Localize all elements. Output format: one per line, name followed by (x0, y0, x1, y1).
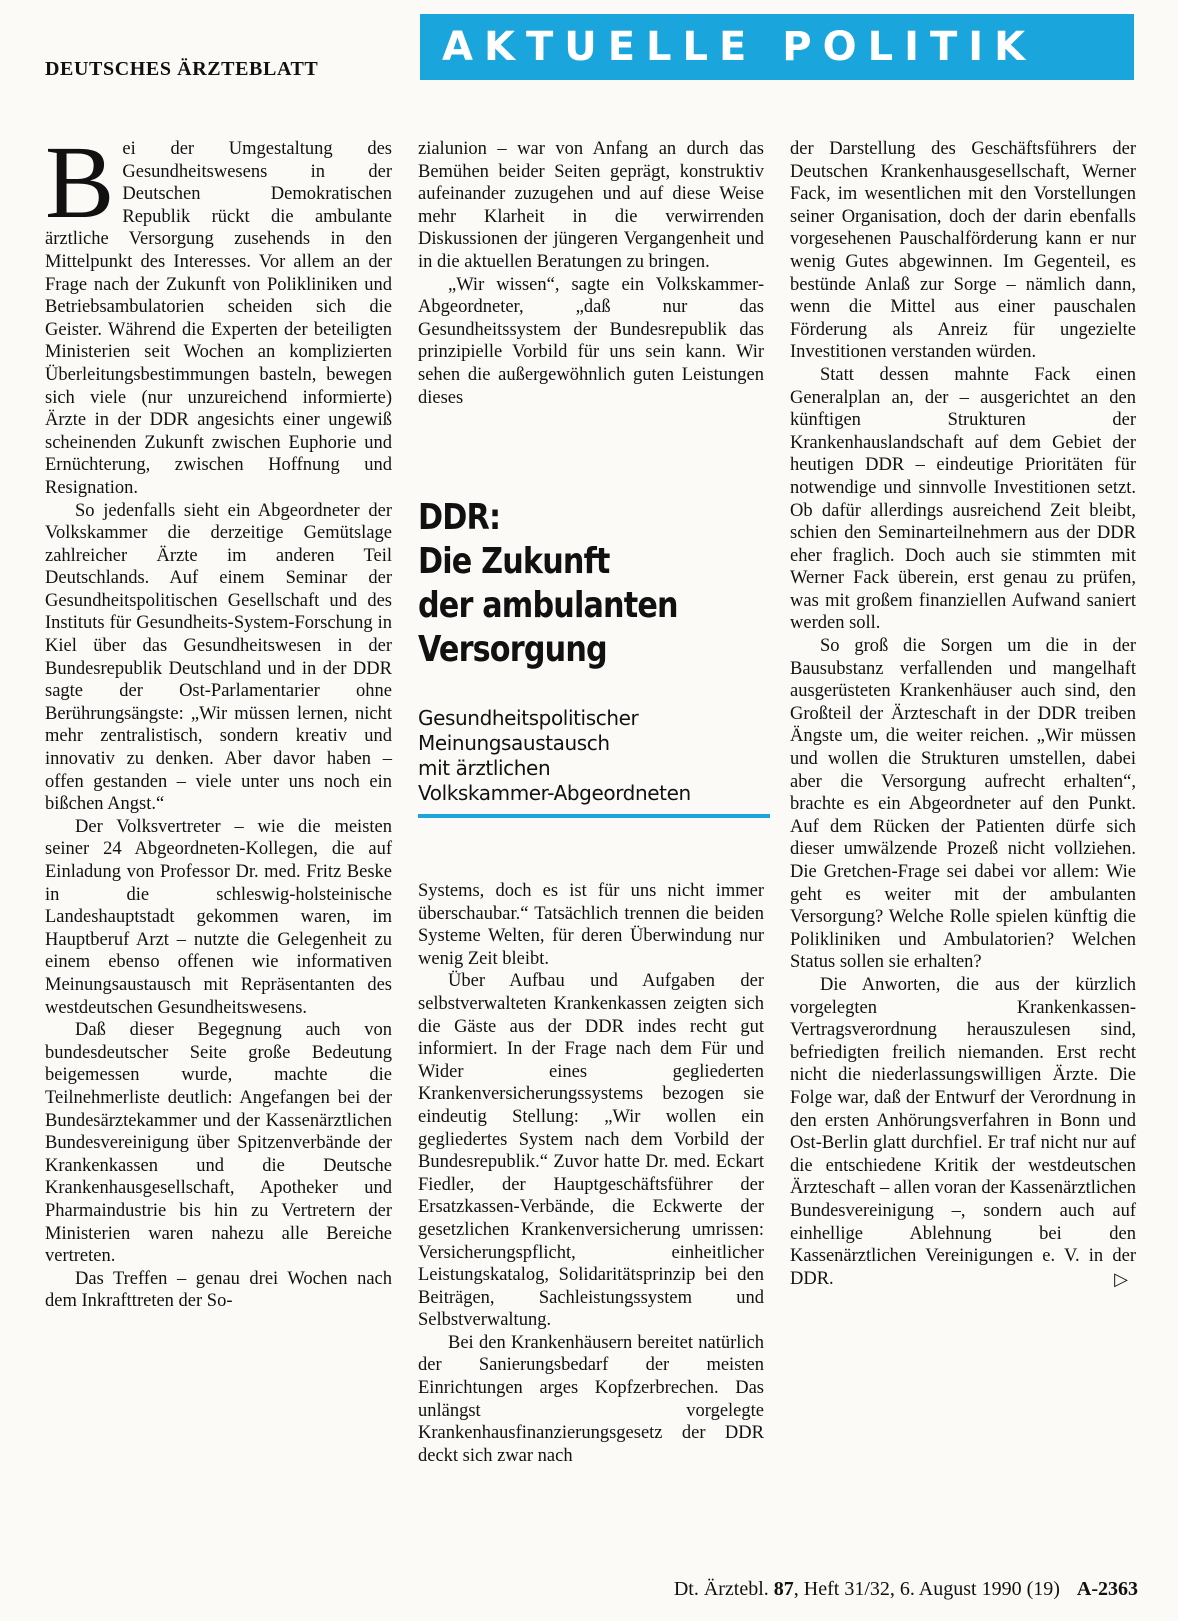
subheadline-line: Meinungsaustausch (418, 731, 610, 755)
citation-volume: 87 (773, 1578, 794, 1600)
column-2-bottom (418, 880, 764, 1467)
paragraph: Bei den Krankenhäusern bereitet natürlich der Sanierungsbedarf der meisten Einrichtungen arges Kopfzerbrechen. Das unlängst vorgelegte Krankenhausfinanzierungsgesetz der DDR deckt sich zwar nach (418, 1332, 764, 1466)
article-headline (418, 496, 709, 672)
headline-line: Versorgung (418, 629, 607, 670)
paragraph-text: Die Anworten, die aus der kürzlich vorgelegten Krankenkassen-Vertragsverordnung herauszulesen sind, befriedigten freilich niemanden. Erst recht nicht die niederlassungswilligen Ärzte. Die Folge war, daß der Entwurf der Verordnung in den ersten Anhörungsverfahren in Bonn und Ost-Berlin glatt durchfiel. Er traf nicht nur auf die entschiedene Kritik der westdeutschen Ärzteschaft – allen voran der Kassenärztlichen Bundesvereinigung –, sondern auch auf einhellige Ablehnung bei den Kassenärztlichen Vereinigungen e. V. in der DDR. (790, 974, 1136, 1289)
paragraph: „Wir wissen“, sagte ein Volkskammer-Abgeordneter, „daß nur das Gesundheitssystem der Bundesrepublik das prinzipielle Vorbild für uns sein kann. Wir sehen die außergewöhnlich guten Leistungen dieses (418, 274, 764, 408)
continue-arrow-icon: ▷ (1114, 1268, 1128, 1289)
section-banner: AKTUELLE POLITIK (420, 14, 1134, 80)
paragraph: Der Volksvertreter – wie die meisten seiner 24 Abgeordneten-Kollegen, die auf Einladung von Professor Dr. med. Fritz Beske in die schleswig-holsteinische Landeshauptstadt gekommen waren, im Hauptberuf Arzt – nutzte die Gelegenheit zu einem ebenso offenen wie informativen Meinungsaustausch mit Repräsentanten des westdeutschen Gesundheitswesens. (45, 816, 392, 1018)
paragraph: Das Treffen – genau drei Wochen nach dem Inkrafttreten der So- (45, 1268, 392, 1312)
paragraph: zialunion – war von Anfang an durch das Bemühen beider Seiten geprägt, konstruktiv aufeinander zuzugehen und auf diese Weise mehr Klarheit in die verwirrenden Diskussionen der jüngeren Vergangenheit und in die aktuellen Beratungen zu bringen. (418, 139, 764, 272)
paragraph-text: ei der Umgestaltung des Gesundheitswesens in der Deutschen Demokratischen Republik rückt die ambulante ärztliche Versorgung zusehends in den Mittelpunkt des Interesses. Vor allem an der Frage nach der Zukunft von Polikliniken und Betriebsambulatorien scheiden sich die Geister. Während die Experten der beteiligten Ministerien seit Wochen an komplizierten Überleitungsbestimmungen basteln, bewegen sich viele (nur unzureichend informierte) Ärzte in der DDR angesichts einer ungewiß scheinenden Zukunft zwischen Euphorie und Ernüchterung, zwischen Hoffnung und Resignation. (45, 139, 392, 498)
citation-prefix: Dt. Ärztebl. (673, 1578, 769, 1600)
paragraph: So jedenfalls sieht ein Abgeordneter der Volkskammer die derzeitige Gemütslage zahlreicher Ärzte im anderen Teil Deutschlands. Auf einem Seminar der Gesundheitspolitischen Gesellschaft und des Instituts für Gesundheits-System-Forschung in Kiel über das Gesundheitswesen in der Bundesrepublik Deutschland und in der DDR sagte der Ost-Parlamentarier ohne Berührungsängste: „Wir müssen lernen, nicht mehr zentralistisch, sondern kreativ und innovativ zu denken. Aber davor haben – offen gestanden – viele unter uns noch ein bißchen Angst.“ (45, 500, 392, 815)
paragraph: Systems, doch es ist für uns nicht immer überschaubar.“ Tatsächlich trennen die beiden Systeme Welten, für deren Überwindung nur wenig Zeit bleibt. (418, 881, 764, 969)
page-number: A-2363 (1076, 1578, 1138, 1600)
paragraph: Daß dieser Begegnung auch von bundesdeutscher Seite große Bedeutung beigemessen wurde, machte die Teilnehmerliste deutlich: Angefangen bei der Bundesärztekammer und der Kassenärztlichen Bundesvereinigung über Spitzenverbände der Krankenkassen und die Deutsche Krankenhausgesellschaft, Apotheker und Pharmaindustrie bis hin zu Vertretern der Ministerien waren nahezu alle Bereiche vertreten. (45, 1020, 392, 1267)
paragraph (45, 125, 392, 500)
drop-cap: B (45, 125, 115, 240)
article-subheadline (418, 706, 764, 806)
headline-line: der ambulanten (418, 585, 678, 626)
page-footer (674, 1578, 1138, 1601)
paragraph: Über Aufbau und Aufgaben der selbstverwalteten Krankenkassen zeigten sich die Gäste aus der DDR indes recht gut informiert. In der Frage nach dem Für und Wider eines gegliederten Krankenversicherungssystems bezogen sie eindeutig Stellung: „Wir wollen ein gegliedertes System nach dem Vorbild der Bundesrepublik.“ Zuvor hatte Dr. med. Eckart Fiedler, der Hauptgeschäftsführer der Ersatzkassen-Verbände, die Eckwerte der gesetzlichen Krankenversicherung umrissen: Versicherungspflicht, einheitlicher Leistungskatalog, Solidaritätsprinzip bei den Beiträgen, Sachleistungssystem und Selbstverwaltung. (418, 971, 764, 1331)
column-3 (790, 138, 1136, 1290)
paragraph (790, 974, 1136, 1290)
headline-line: Die Zukunft (418, 541, 610, 582)
headline-line: DDR: (418, 497, 501, 538)
paragraph: Statt dessen mahnte Fack einen Generalplan an, der – ausgerichtet an den künftigen Strukturen der Krankenhauslandschaft auf dem Gebiet der heutigen DDR – eindeutige Prioritäten für notwendige und sinnvolle Investitionen setzt. Ob dafür allerdings ausreichend Zeit bleibt, schien den Seminarteilnehmern aus der DDR eher fraglich. Doch auch sie stimmten mit Werner Fack überein, erst genau zu prüfen, was mit großem finanziellen Aufwand saniert werden soll. (790, 364, 1136, 634)
publication-name: DEUTSCHES ÄRZTEBLATT (45, 58, 319, 80)
headline-rule (418, 814, 770, 818)
citation-rest: , Heft 31/32, 6. August 1990 (19) (793, 1578, 1060, 1600)
column-2-top (418, 138, 764, 409)
paragraph: der Darstellung des Geschäftsführers der Deutschen Krankenhausgesellschaft, Werner Fack, im wesentlichen mit den Vorstellungen seiner Organisation, doch der darin ebenfalls vorgesehenen Pauschalförderung kann er nur wenig Gutes abgewinnen. Im Gegenteil, es bestünde Anlaß zur Sorge – nämlich dann, wenn die Mittel aus einer pauschalen Förderung als Anreiz für ungezielte Investitionen verstanden würden. (790, 139, 1136, 363)
paragraph: So groß die Sorgen um die in der Bausubstanz verfallenden und mangelhaft ausgerüsteten Krankenhäuser auch sind, den Großteil der Ärzteschaft in der DDR treiben Ängste um, die weiter reichen. „Wir müssen und wollen die Strukturen umstellen, dabei aber die Versorgung aufrecht erhalten“, brachte es ein Abgeordneter auf den Punkt. Auf dem Rücken der Patienten dürfe sich dieser umwälzende Prozeß nicht vollziehen. Die Gretchen-Frage sei dabei vor allem: Wie geht es weiter mit der ambulanten Versorgung? Welche Rolle spielen künftig die Polikliniken und Ambulatorien? Welchen Status sollen sie erhalten? (790, 636, 1136, 973)
headline-box (418, 496, 764, 818)
subheadline-line: mit ärztlichen (418, 756, 551, 780)
subheadline-line: Gesundheitspolitischer (418, 706, 639, 730)
column-1 (45, 125, 392, 1313)
subheadline-line: Volkskammer-Abgeordneten (418, 781, 691, 805)
